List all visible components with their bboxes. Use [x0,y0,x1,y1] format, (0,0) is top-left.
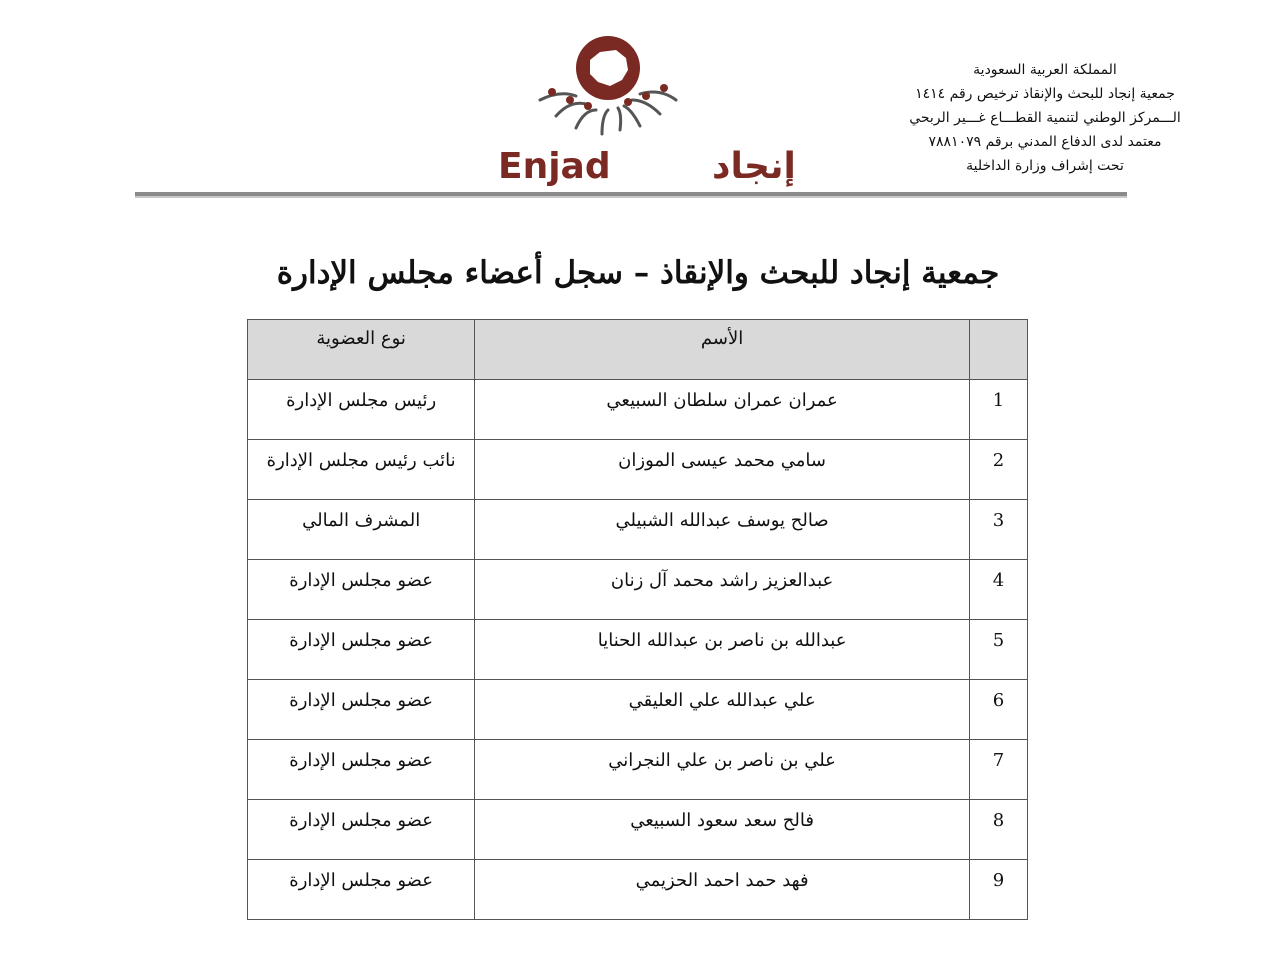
header-line-country: المملكة العربية السعودية [973,62,1117,78]
header-membership-type: نوع العضوية [248,320,475,380]
header-line-license: جمعية إنجاد للبحث والإنقاذ ترخيص رقم ١٤١٤ [915,86,1175,102]
number-cell: 1 [969,380,1027,440]
number-cell: 9 [969,860,1027,920]
number-cell: 6 [969,680,1027,740]
number-cell: 5 [969,620,1027,680]
table-row [248,680,1028,740]
table-row [248,860,1028,920]
name-cell: فالح سعد سعود السبيعي [475,800,970,860]
membership-cell: عضو مجلس الإدارة [248,860,475,920]
board-members-table [247,319,1028,920]
number-cell: 2 [969,440,1027,500]
number-cell: 4 [969,560,1027,620]
membership-cell: عضو مجلس الإدارة [248,680,475,740]
membership-cell: نائب رئيس مجلس الإدارة [248,440,475,500]
membership-cell: المشرف المالي [248,500,475,560]
number-cell: 8 [969,800,1027,860]
name-cell: عبدالله بن ناصر بن عبدالله الحنايا [475,620,970,680]
header-line-center: الـــمركز الوطني لتنمية القطـــاع غـــير الربحي [909,110,1181,126]
name-cell: صالح يوسف عبدالله الشبيلي [475,500,970,560]
header-line-civil-defense: معتمد لدى الدفاع المدني برقم ٧٨٨١٠٧٩ [928,134,1162,150]
number-cell: 3 [969,500,1027,560]
enjad-logo [490,30,796,190]
table-row [248,380,1028,440]
logo-latin-text: Enjad [498,146,611,187]
table-header-row [248,320,1028,380]
name-cell: سامي محمد عيسى الموزان [475,440,970,500]
table-row [248,620,1028,680]
header-line-ministry: تحت إشراف وزارة الداخلية [966,158,1124,174]
name-cell: عمران عمران سلطان السبيعي [475,380,970,440]
header-divider-shadow [135,196,1127,198]
page-title: جمعية إنجاد للبحث والإنقاذ – سجل أعضاء مجلس الإدارة [276,255,1000,291]
header-name: الأسم [475,320,970,380]
table-row [248,500,1028,560]
organization-header [880,58,1210,178]
membership-cell: عضو مجلس الإدارة [248,800,475,860]
membership-cell: عضو مجلس الإدارة [248,740,475,800]
membership-cell: عضو مجلس الإدارة [248,620,475,680]
number-cell: 7 [969,740,1027,800]
logo-arabic-text: إنجاد [712,146,796,187]
name-cell: علي بن ناصر بن علي النجراني [475,740,970,800]
table-row [248,560,1028,620]
header-number [969,320,1027,380]
table-row [248,440,1028,500]
table-row [248,740,1028,800]
name-cell: فهد حمد احمد الحزيمي [475,860,970,920]
name-cell: علي عبدالله علي العليقي [475,680,970,740]
membership-cell: رئيس مجلس الإدارة [248,380,475,440]
name-cell: عبدالعزيز راشد محمد آل زنان [475,560,970,620]
saudi-map-people-logo-icon [490,30,796,190]
table-row [248,800,1028,860]
membership-cell: عضو مجلس الإدارة [248,560,475,620]
